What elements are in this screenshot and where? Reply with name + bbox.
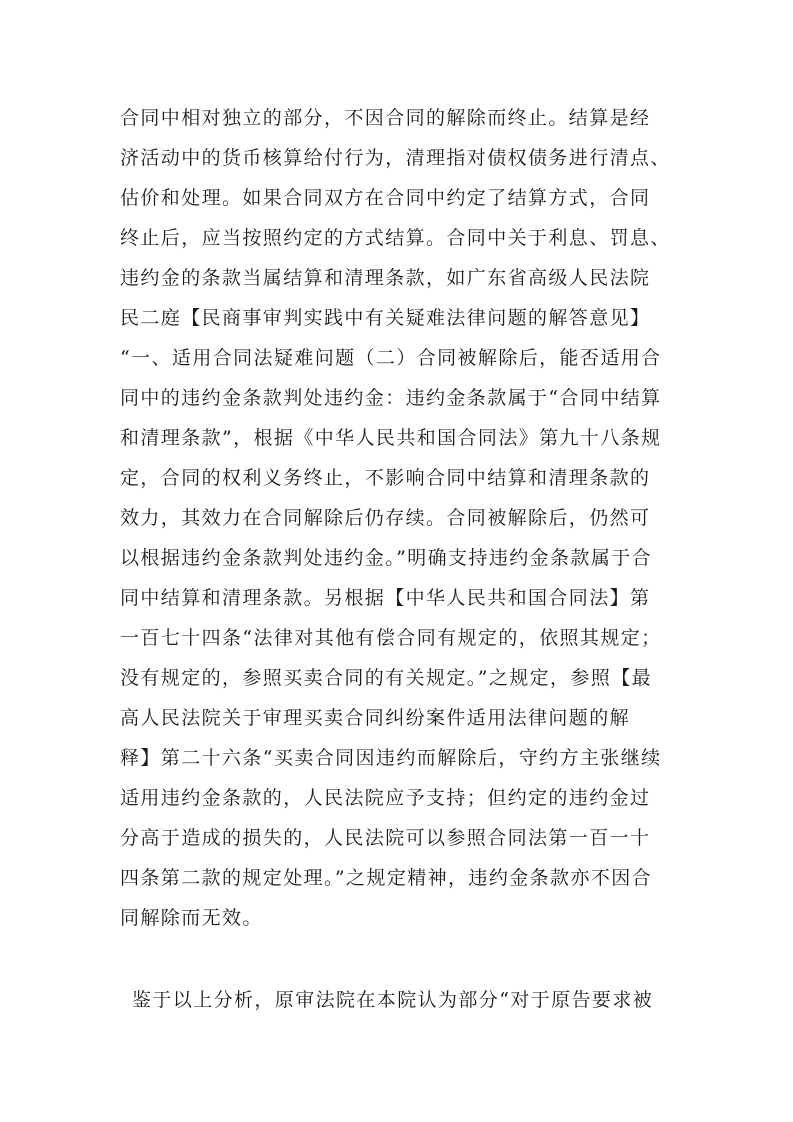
text-line: 高人民法院关于审理买卖合同纠纷案件适用法律问题的解 [120,707,631,729]
text-line: 分高于造成的损失的，人民法院可以参照合同法第一百一十 [120,827,651,849]
text-line: 合同中相对独立的部分，不因合同的解除而终止。结算是经 [120,107,651,129]
text-line: 适用违约金条款的，人民法院应予支持；但约定的违约金过 [120,787,651,809]
text-line: 以根据违约金条款判处违约金。”明确支持违约金条款属于合 [120,547,653,569]
text-line: 济活动中的货币核算给付行为，清理指对债权债务进行清点、 [120,147,671,169]
text-line: 四条第二款的规定处理。”之规定精神，违约金条款亦不因合 [120,867,653,889]
text-line: 效力，其效力在合同解除后仍存续。合同被解除后，仍然可 [120,507,651,529]
text-line: 定，合同的权利义务终止，不影响合同中结算和清理条款的 [120,467,651,489]
text-line: 估价和处理。如果合同双方在合同中约定了结算方式，合同 [120,187,651,209]
text-line: 终止后，应当按照约定的方式结算。合同中关于利息、罚息、 [120,227,671,249]
text-line: 同中的违约金条款判处违约金：违约金条款属于“合同中结算 [120,387,662,409]
text-line: 民二庭【民商事审判实践中有关疑难法律问题的解答意见】 [120,307,651,329]
text-line: “一、适用合同法疑难问题（二）合同被解除后，能否适用合 [120,347,662,369]
text-line: 没有规定的，参照买卖合同的有关规定。”之规定，参照【最 [120,667,653,689]
text-line: 一百七十四条“法律对其他有偿合同有规定的，依照其规定； [120,627,662,649]
text-line: 违约金的条款当属结算和清理条款，如广东省高级人民法院 [120,267,651,289]
text-line: 鉴于以上分析，原审法院在本院认为部分“对于原告要求被 [132,989,654,1011]
text-line: 和清理条款”，根据《中华人民共和国合同法》第九十八条规 [120,427,662,449]
text-line: 同中结算和清理条款。另根据【中华人民共和国合同法】第 [120,587,651,609]
text-line: 同解除而无效。 [120,907,263,929]
text-line: 释】第二十六条“买卖合同因违约而解除后，守约方主张继续 [120,747,662,769]
